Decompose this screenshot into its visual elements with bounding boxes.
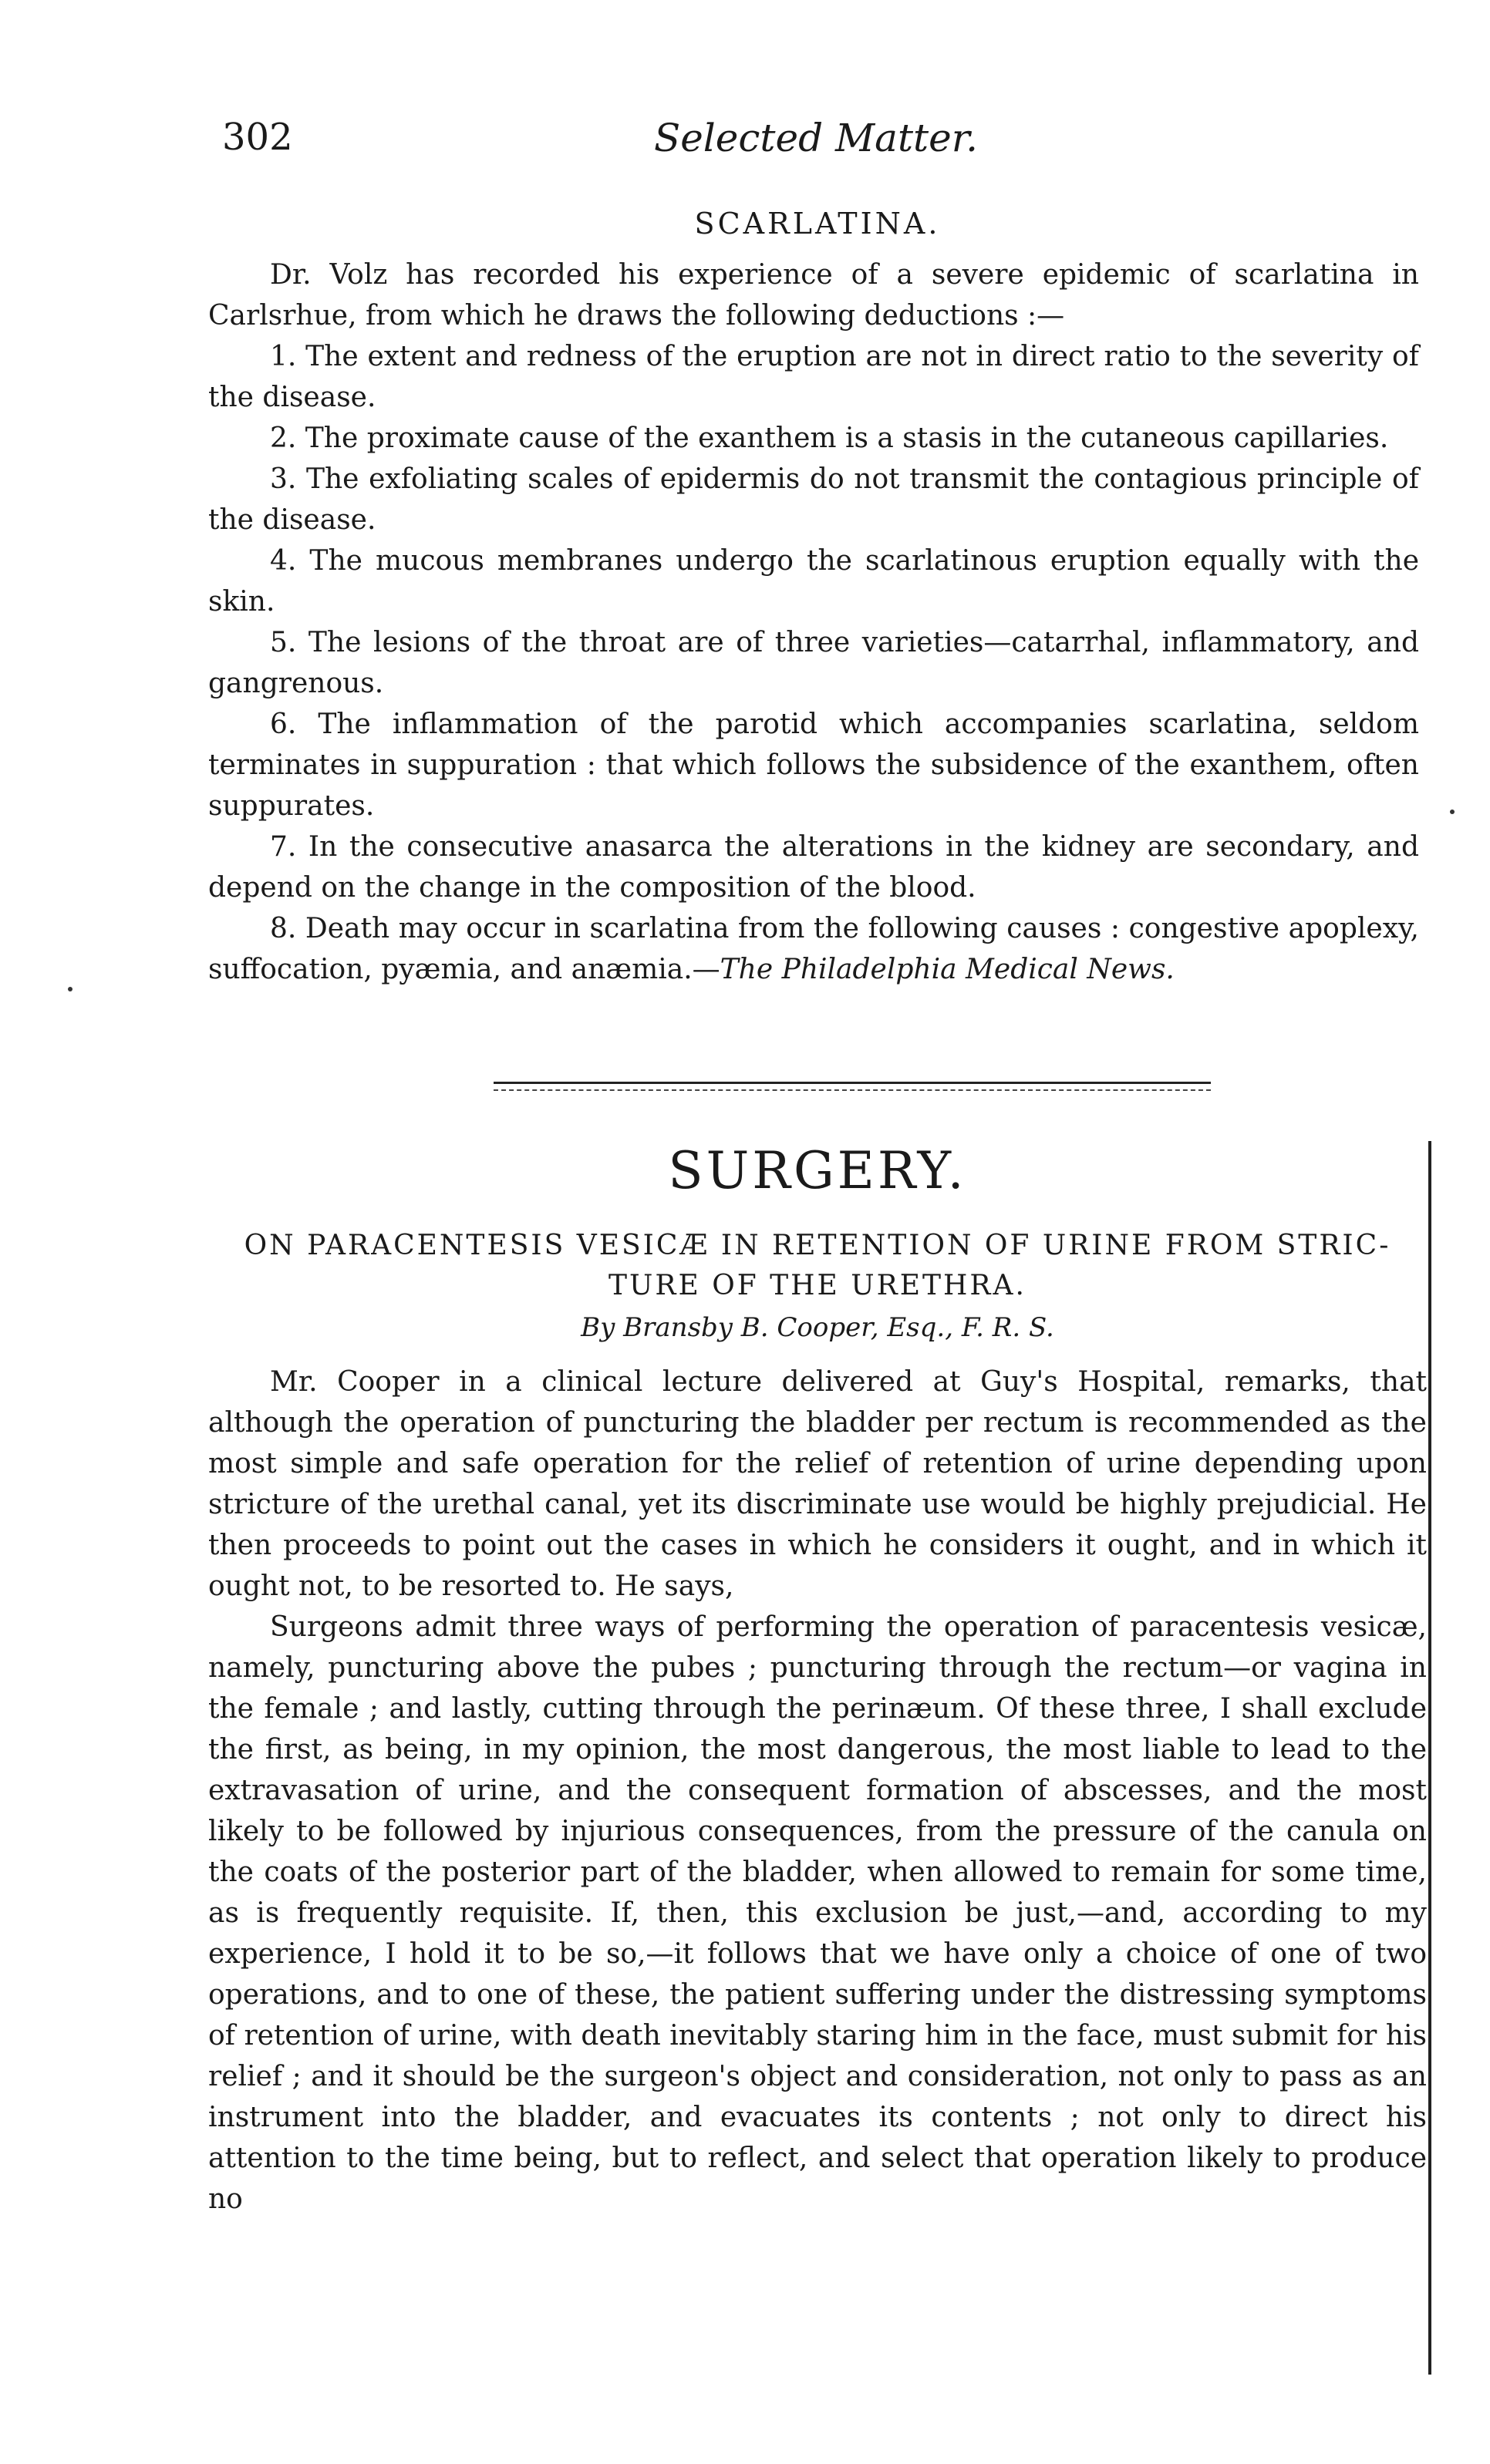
section-divider: [494, 1082, 1211, 1084]
scarlatina-body: [208, 254, 1419, 990]
article-title: [216, 1226, 1419, 1306]
surgery-paragraph-2: Surgeons admit three ways of performing the operation of paracentesis vesicæ, namely, puncturing above the pubes ; puncturing through the rectum—or vagina in the female ; and lastly, cutting through the perinæum. Of these three, I shall exclude the first, as being, in my opinion, the most dangerous, the most liable to lead to the extravasation of urine, and the consequent formation of abscesses, and the most likely to be followed by injurious consequences, from the pressure of the canula on the coats of the posterior part of the bladder, when allowed to remain for some time, as is frequently requisite. If, then, this exclusion be just,—and, according to my experience, I hold it to be so,—it follows that we have only a choice of one of two operations, and to one of these, the patient suffering under the distressing symptoms of retention of urine, with death inevitably staring him in the face, must submit for his relief ; and it should be the surgeon's object and consideration, not only to pass as an instrument into the bladder, and evacuates its contents ; not only to direct his attention to the time being, but to reflect, and select that operation likely to produce no: [208, 1611, 1427, 2215]
byline-author: Bransby B. Cooper, Esq., F. R. S.: [623, 1312, 1054, 1343]
article-title-line-2: TURE OF THE URETHRA.: [608, 1270, 1026, 1301]
scarlatina-title: SCARLATINA.: [694, 207, 941, 241]
stray-mark: [68, 987, 72, 991]
stray-mark: [1450, 810, 1455, 814]
page-number: 302: [222, 116, 293, 159]
deduction-item: 5. The lesions of the throat are of three varieties—catarrhal, inflammatory, and gangrenous.: [208, 627, 1419, 699]
byline-prefix: By: [581, 1312, 624, 1343]
article-byline: [216, 1312, 1419, 1343]
page-header: [222, 116, 1410, 177]
deduction-item: 3. The exfoliating scales of epidermis do not transmit the contagious principle of the disease.: [208, 463, 1419, 536]
deduction-item-text: 8. Death may occur in scarlatina from the following causes : congestive apoplexy, suffocation, pyæmia, and anæmia.—: [208, 913, 1419, 985]
deduction-item: 1. The extent and redness of the eruption are not in direct ratio to the severity of the disease.: [208, 341, 1419, 413]
scarlatina-intro: Dr. Volz has recorded his experience of a severe epidemic of scarlatina in Carlsrhue, from which he draws the following deductions :—: [208, 259, 1419, 332]
article-title-line-1: ON PARACENTESIS VESICÆ IN RETENTION OF URINE FROM STRIC-: [244, 1230, 1391, 1261]
deduction-item: 7. In the consecutive anasarca the alterations in the kidney are secondary, and depend on the change in the composition of the blood.: [208, 831, 1419, 904]
section-divider-secondary: [494, 1089, 1211, 1091]
deduction-item: 4. The mucous membranes undergo the scarlatinous eruption equally with the skin.: [208, 545, 1419, 618]
surgery-section-title: SURGERY.: [668, 1141, 967, 1200]
deduction-item: [208, 908, 1419, 990]
running-title: Selected Matter.: [653, 116, 979, 160]
page-edge-line: [1428, 1141, 1431, 2375]
deduction-item: 2. The proximate cause of the exanthem is a stasis in the cutaneous capillaries.: [270, 422, 1389, 454]
source-citation: The Philadelphia Medical News.: [720, 954, 1175, 985]
surgery-paragraph-1: Mr. Cooper in a clinical lecture delivered at Guy's Hospital, remarks, that although the operation of puncturing the bladder per rectum is recommended as the most simple and safe operation for the relief of retention of urine depending upon stricture of the urethal canal, yet its discriminate use would be highly prejudicial. He then proceeds to point out the cases in which he considers it ought, and in which it ought not, to be resorted to. He says,: [208, 1366, 1427, 1602]
deduction-item: 6. The inflammation of the parotid which accompanies scarlatina, seldom terminates in suppuration : that which follows the subsidence of the exanthem, often suppurates.: [208, 709, 1419, 822]
surgery-body: [208, 1362, 1427, 2220]
